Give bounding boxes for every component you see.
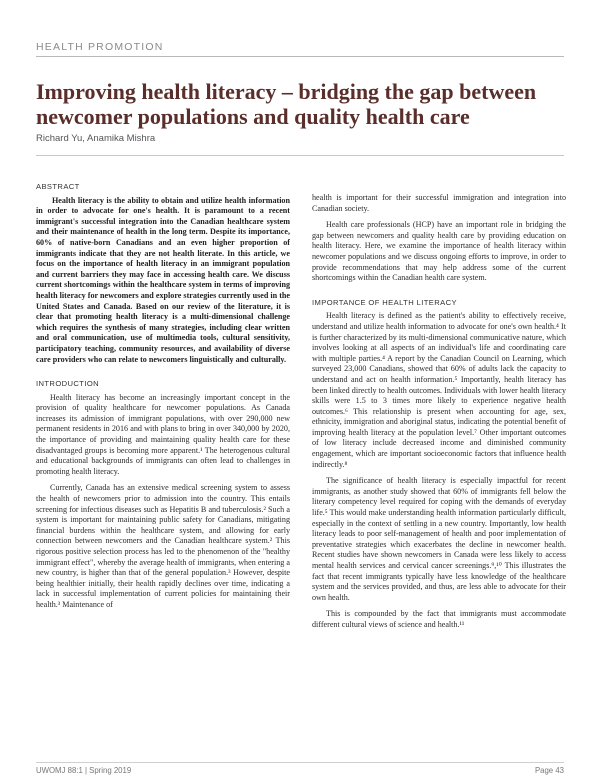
footer-rule (36, 762, 564, 763)
importance-heading: IMPORTANCE OF HEALTH LITERACY (312, 297, 457, 307)
article-title: Improving health literacy – bridging the gap between newcomer populations and quality health care (36, 79, 537, 129)
continued-paragraph: health is important for their successful immigration and integration into Canadian society. (312, 193, 566, 213)
intro-paragraph-1: Health literacy has become an increasingly important concept in the provision of quality healthcare for newcomer populations. As Canada increases its admission of immigrant populations, with over 290,000 new permanent residents in 2016 and with plans to bring in over 340,000 by 2020, the importance of providing and maintaining quality health care for these disadvantaged groups is becoming more apparent.¹ The heterogenous cultural and educational backgrounds of immigrants can often lead to challenges in promoting health literacy. (36, 392, 290, 476)
title-rule (36, 155, 564, 156)
importance-paragraph-1: Health literacy is defined as the patient's ability to effectively receive, understand and utilize health information to advocate for one's own health.⁴ It is further characterized by its multi-dimensional communicative nature, which involves looking at all aspects of an individual's life and coordinating care with multiple parties.⁴ A report by the Canadian Council on Learning, which surveyed 23,000 Canadians, showed that 60% of adults lack the capacity to understand and act on health information.⁵ Importantly, health literacy has been linked directly to health outcomes. Individuals with lower health literacy skills were 1.5 to 3 times more likely to experience negative health outcomes.⁶ This relationship is present when accounting for age, sex, ethnicity, immigration and aboriginal status, indicating the potential benefit of improving health literacy at the population level.⁷ Other important outcomes of low literacy include decreased income and diminished community engagement, which are important socioeconomic factors that influence health indirectly.⁸ (312, 311, 566, 469)
introduction-heading: INTRODUCTION (36, 379, 100, 389)
left-column (36, 182, 290, 611)
authors: Richard Yu, Anamika Mishra (36, 133, 156, 144)
importance-paragraph-2: The significance of health literacy is especially impactful for recent immigrants, as another study showed that 60% of immigrants fell below the literary competency level required for coping with the demands of everyday life.⁵ This would make understanding health information particularly difficult, especially in the context of settling in a new country. Importantly, low health literacy leads to poor self-management of health and poor implementation of preventative strategies which exacerbates the decline in newcomer health. Recent studies have shown newcomers in Canada were less likely to access mental health services and cervical cancer screenings.⁹,¹⁰ This illustrates the fact that recent immigrants typically have less knowledge of the healthcare system and the services provided, and thus, are less able to advocate for their own health. (312, 476, 566, 602)
right-column (312, 193, 566, 631)
intro-paragraph-2: Currently, Canada has an extensive medical screening system to assess the health of newcomers prior to admission into the country. This entails screening for infectious diseases such as Hepatitis B and tuberculosis.² Such a system is important for maintaining public safety for Canadians, mitigating financial burdens within the healthcare system, and allowing for early connection between newcomers and the Canadian healthcare system.² This rigorous positive selection process has led to the phenomenon of the "healthy immigrant effect", whereby the average health of immigrants, when entering a new country, is higher than that of the general population.³ However, despite being healthier initially, their health rapidly declines over time, indicating a lack in successful implementation of current policies for maintaining their health.³ Maintenance of (36, 483, 290, 609)
journal-citation: UWOMJ 88:1 | Spring 2019 (36, 766, 132, 775)
importance-paragraph-3: This is compounded by the fact that immigrants must accommodate different cultural views of science and health.¹¹ (312, 609, 566, 629)
page-number: Page 43 (534, 766, 564, 775)
header-rule (36, 56, 564, 57)
abstract-text: Health literacy is the ability to obtain and utilize health information in order to advocate for one's health. It is paramount to a recent immigrant's successful integration into the Canadian healthcare system and their maintenance of health in the long term. Despite its importance, 60% of native-born Canadians and an even higher proportion of immigrants indicate that they are not health literate. In this article, we focus on the importance of health literacy in an immigrant population and current barriers they may face in accessing health care. We discuss current shortcomings within the healthcare system in terms of improving health literacy for newcomers and explore strategies currently used in the United States and Canada. Based on our review of the literature, it is clear that promoting health literacy is a multi-dimensional challenge which requires the synthesis of many strategies, including clear written and oral communication, use of multimedia tools, cultural sensitivity, participatory teaching, community resources, and availability of diverse care providers who can relate to newcomers linguistically and culturally. (36, 195, 290, 364)
abstract-heading: ABSTRACT (36, 182, 80, 191)
hcp-paragraph: Health care professionals (HCP) have an important role in bridging the gap between newcomers and quality health care by providing education on health literacy. Here, we examine the importance of health literacy within newcomer populations and we discuss ongoing efforts to improve, in order to provide recommendations that may help address some of the current shortcomings within the Canadian health care system. (312, 220, 566, 283)
section-label: HEALTH PROMOTION (36, 41, 164, 53)
